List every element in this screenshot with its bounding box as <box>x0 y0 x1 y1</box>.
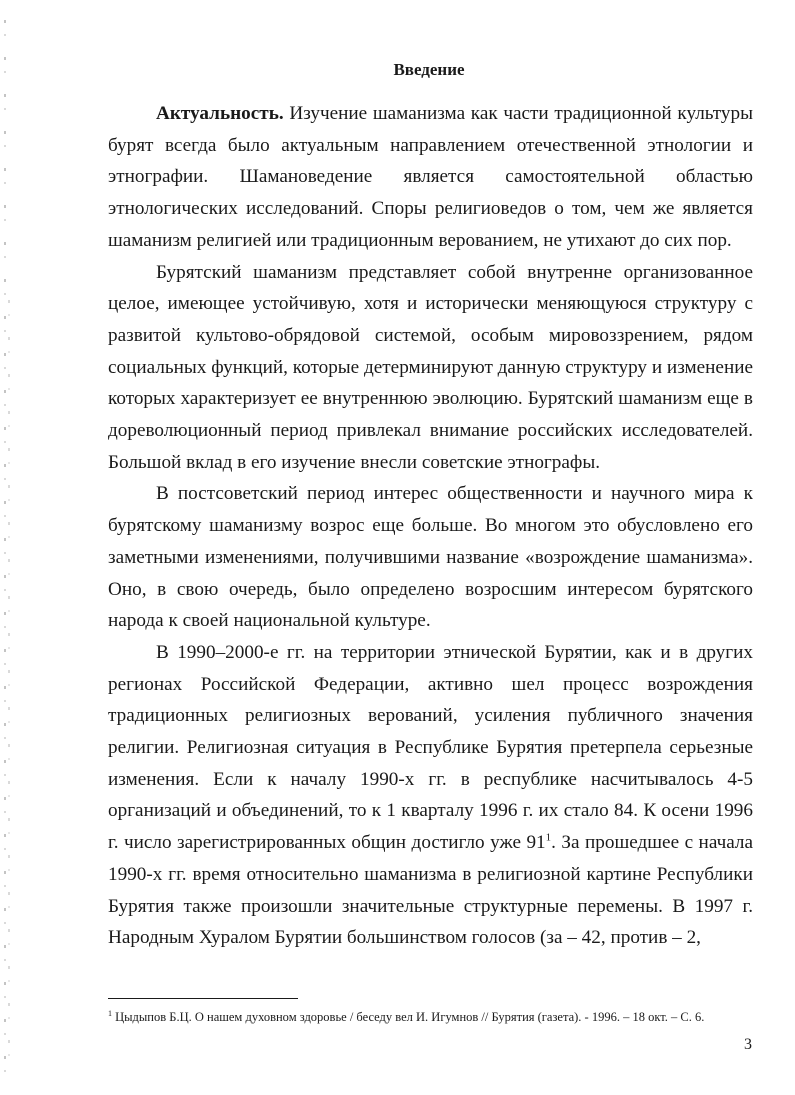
paragraph: Бурятский шаманизм представляет собой внутренне организованное целое, имеющее устойчивую, хотя и исторически меняющуюся структуру с развитой культово-обрядовой системой, особым мировоззрением, рядом социальных функций, которые детерминируют данную структуру и изменение которых характеризует ее внутреннюю эволюцию. Бурятский шаманизм еще в дореволюционный период привлекал внимание российских исследователей. Большой вклад в его изучение внесли советские этнографы. <box>108 261 753 473</box>
paragraph-lead: Актуальность. <box>156 103 284 124</box>
footnote <box>108 1006 768 1025</box>
page-number: 3 <box>744 1036 752 1053</box>
body-text <box>108 98 753 954</box>
scan-edge-artifact <box>4 20 6 1080</box>
paragraph <box>108 637 753 954</box>
footnote-text: Цыдыпов Б.Ц. О нашем духовном здоровье / беседу вел И. Игумнов // Бурятия (газета). - 1996. – 18 окт. – С. 6. <box>112 1010 705 1025</box>
footnote-reference: 1 <box>545 831 552 844</box>
paragraph-relevance <box>108 98 753 257</box>
paragraph-text: . За прошедшее с начала 1990-х гг. время относительно шаманизма в религиозной картине Республики Бурятия также произошли значительные структурные перемены. В 1997 г. Народным Хуралом Бурятии большинством голосов (за – 42, против – 2, <box>108 832 754 949</box>
paragraph-text: Изучение шаманизма как части традиционной культуры бурят всегда было актуальным направлением отечественной этнологии и этнографии. Шамановедение является самостоятельной областью этнологических исследований. Споры религиоведов о том, чем же является шаманизм религией или традиционным верованием, не утихают до сих пор. <box>108 103 753 251</box>
paragraph-text: В 1990–2000-е гг. на территории этнической Бурятии, как и в других регионах Российской Федерации, активно шел процесс возрождения традиционных религиозных верований, усиления публичного значения религии. Религиозная ситуация в Республике Бурятия претерпела серьезные изменения. Если к началу 1990-х гг. в республике насчитывалось 4-5 организаций и объединений, то к 1 кварталу 1996 г. их стало 84. К осени 1996 г. число зарегистрированных общин достигло уже 91 <box>108 641 753 854</box>
scan-edge-artifact <box>8 300 10 1060</box>
footnote-divider <box>108 998 298 999</box>
footnote-mark: 1 <box>108 1009 112 1018</box>
paragraph: В постсоветский период интерес общественности и научного мира к бурятскому шаманизму возрос еще больше. Во многом это обусловлено его заметными изменениями, получившими название «возрождение шаманизма». Оно, в свою очередь, было определено возросшим интересом бурятского народа к своей национальной культуре. <box>108 483 753 632</box>
page-title: Введение <box>393 60 465 79</box>
